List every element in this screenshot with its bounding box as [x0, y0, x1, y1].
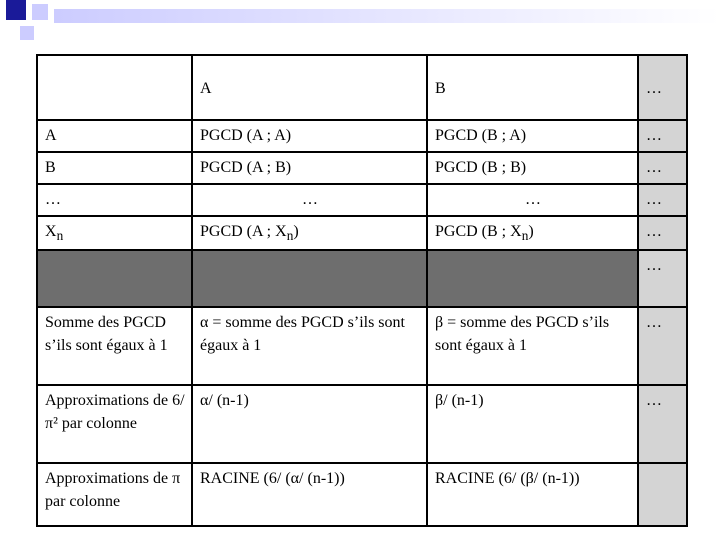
- row-a-col-b: PGCD (B ; A): [427, 120, 638, 152]
- header-cell-b: [427, 55, 638, 120]
- table-row-pi: [37, 463, 687, 526]
- table-row-xn: [37, 216, 687, 250]
- row-pi-label: Approximations de π par colonne: [37, 463, 192, 526]
- xn-col-a-sub: n: [286, 228, 294, 244]
- row-approx-etc: …: [638, 385, 687, 463]
- row-pi-etc: [638, 463, 687, 526]
- row-sum-col-b: β = somme des PGCD s’ils sont égaux à 1: [427, 307, 638, 385]
- slide-header-decoration: [0, 0, 720, 40]
- xn-col-a-pre: PGCD (A ; X: [200, 223, 287, 240]
- row-b-etc: …: [638, 152, 687, 184]
- row-xn-col-a: [192, 216, 427, 250]
- decoration-gradient-bar: [54, 9, 720, 23]
- row-a-col-a: PGCD (A ; A): [192, 120, 427, 152]
- row-dots-col-b: …: [427, 184, 638, 216]
- header-cell-empty: [37, 55, 192, 120]
- row-gray-col-b: [427, 250, 638, 307]
- row-gray-col-a: [192, 250, 427, 307]
- pgcd-table: [36, 54, 688, 527]
- row-b-col-a: PGCD (A ; B): [192, 152, 427, 184]
- header-etc-text: …: [646, 79, 662, 97]
- row-pi-col-a: RACINE (6/ (α/ (n-1)): [192, 463, 427, 526]
- header-b-text: B: [435, 79, 446, 97]
- xn-label-sub: n: [56, 228, 64, 244]
- row-gray-etc: …: [638, 250, 687, 307]
- xn-col-a-post: ): [293, 223, 299, 240]
- table-row-gray: [37, 250, 687, 307]
- table-row-dots: [37, 184, 687, 216]
- row-approx-col-b: β/ (n-1): [427, 385, 638, 463]
- xn-col-b-sub: n: [521, 228, 529, 244]
- row-sum-col-a: α = somme des PGCD s’ils sont égaux à 1: [192, 307, 427, 385]
- table-row-approx: [37, 385, 687, 463]
- row-gray-label: [37, 250, 192, 307]
- row-sum-etc: …: [638, 307, 687, 385]
- row-sum-label: Somme des PGCD s’ils sont égaux à 1: [37, 307, 192, 385]
- table-row-header: [37, 55, 687, 120]
- row-xn-etc: …: [638, 216, 687, 250]
- row-a-label: A: [37, 120, 192, 152]
- row-dots-etc: …: [638, 184, 687, 216]
- row-xn-label: [37, 216, 192, 250]
- decoration-square-bottom: [20, 26, 34, 40]
- row-dots-col-a: …: [192, 184, 427, 216]
- row-dots-label: …: [37, 184, 192, 216]
- decoration-square-small: [32, 4, 48, 20]
- row-b-label: B: [37, 152, 192, 184]
- header-cell-a: [192, 55, 427, 120]
- xn-col-b-post: ): [528, 223, 534, 240]
- row-approx-label: Approximations de 6/π² par colonne: [37, 385, 192, 463]
- header-cell-etc: [638, 55, 687, 120]
- row-xn-col-b: [427, 216, 638, 250]
- xn-col-b-pre: PGCD (B ; X: [435, 223, 522, 240]
- xn-label-base: X: [45, 223, 57, 240]
- table-row-b: [37, 152, 687, 184]
- table-row-a: [37, 120, 687, 152]
- row-a-etc: …: [638, 120, 687, 152]
- row-approx-col-a: α/ (n-1): [192, 385, 427, 463]
- row-b-col-b: PGCD (B ; B): [427, 152, 638, 184]
- decoration-square-large: [6, 0, 26, 20]
- header-a-text: A: [200, 79, 212, 97]
- table-row-sum: [37, 307, 687, 385]
- row-pi-col-b: RACINE (6/ (β/ (n-1)): [427, 463, 638, 526]
